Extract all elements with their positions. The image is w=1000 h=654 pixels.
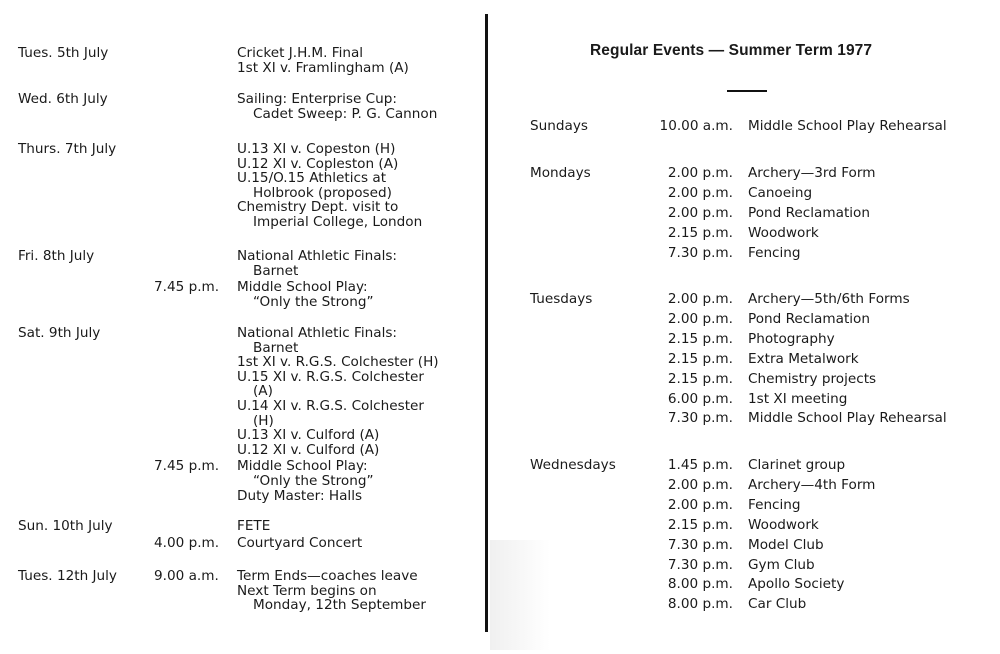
event-activity: Pond Reclamation [748, 310, 870, 327]
event-activity: Archery—3rd Form [748, 165, 876, 181]
left-page-schedule [0, 0, 485, 654]
event-activity: Clarinet group [748, 457, 846, 473]
event-activity: Archery—5th/6th Forms [748, 291, 910, 307]
event-line: National Athletic Finals: [237, 248, 398, 264]
event-activity: Archery—4th Form [748, 476, 876, 493]
event-activity: Apollo Society [748, 576, 845, 593]
event-line: Middle School Play: [237, 279, 368, 296]
event-line: Monday, 12th September [253, 597, 427, 614]
event-time: 9.00 a.m. [154, 568, 219, 584]
event-line: Barnet [253, 339, 299, 356]
event-line: “Only the Strong” [253, 473, 374, 489]
day-label: Tues. 12th July [18, 568, 117, 584]
event-activity: Fencing [748, 496, 801, 513]
event-line: Holbrook (proposed) [253, 184, 392, 201]
event-line: Middle School Play: [237, 458, 368, 475]
day-label: Thurs. 7th July [18, 141, 117, 157]
event-line: Term Ends—coaches leave [237, 568, 418, 584]
event-line: Chemistry Dept. visit to [237, 199, 399, 216]
event-time: 2.00 p.m. [667, 476, 733, 493]
event-time: 2.00 p.m. [667, 291, 733, 307]
event-time: 8.00 p.m. [667, 596, 733, 613]
event-line: Barnet [253, 262, 299, 279]
event-activity: Canoeing [748, 184, 813, 201]
event-time: 2.00 p.m. [667, 496, 733, 513]
event-line: U.13 XI v. Culford (A) [237, 427, 380, 444]
page-title: Regular Events — Summer Term 1977 [590, 42, 873, 59]
event-line: Sailing: Enterprise Cup: [237, 91, 397, 107]
event-time: 8.00 p.m. [667, 576, 733, 593]
event-activity: Fencing [748, 244, 801, 261]
event-time: 2.15 p.m. [667, 350, 733, 367]
day-label: Fri. 8th July [18, 248, 95, 264]
event-activity: Photography [748, 330, 835, 347]
event-line: Cricket J.H.M. Final [237, 45, 364, 61]
event-activity: Pond Reclamation [748, 204, 870, 221]
weekday-label: Wednesdays [530, 457, 616, 473]
event-time: 2.15 p.m. [667, 330, 733, 347]
event-time: 6.00 p.m. [667, 390, 733, 407]
day-label: Tues. 5th July [18, 45, 109, 61]
event-line: U.12 XI v. Copleston (A) [237, 155, 399, 172]
event-time: 7.30 p.m. [667, 410, 733, 427]
event-time: 2.15 p.m. [667, 224, 733, 241]
paper-smudge [490, 540, 550, 650]
event-line: U.14 XI v. R.G.S. Colchester [237, 398, 424, 414]
right-page-regular-events [490, 0, 1000, 654]
event-activity: Middle School Play Rehearsal [748, 118, 947, 134]
day-label: Sat. 9th July [18, 325, 101, 341]
event-line: U.15/O.15 Athletics at [237, 170, 387, 187]
event-time: 7.30 p.m. [667, 556, 733, 573]
title-rule [727, 90, 767, 92]
event-line: Courtyard Concert [237, 534, 363, 551]
event-activity: Woodwork [748, 224, 819, 241]
event-activity: Extra Metalwork [748, 350, 859, 367]
event-time: 7.30 p.m. [667, 244, 733, 261]
event-time: 2.00 p.m. [667, 310, 733, 327]
event-line: 1st XI v. Framlingham (A) [237, 59, 409, 76]
weekday-label: Mondays [530, 165, 591, 181]
event-line: (H) [253, 412, 274, 429]
event-activity: Model Club [748, 536, 824, 553]
event-line: Imperial College, London [253, 214, 423, 230]
day-label: Wed. 6th July [18, 91, 108, 107]
event-line: National Athletic Finals: [237, 325, 398, 341]
event-time: 7.30 p.m. [667, 536, 733, 553]
event-line: U.15 XI v. R.G.S. Colchester [237, 368, 424, 385]
event-activity: Middle School Play Rehearsal [748, 410, 947, 427]
event-line: “Only the Strong” [253, 293, 374, 310]
weekday-label: Sundays [530, 118, 588, 134]
event-time: 2.15 p.m. [667, 516, 733, 533]
event-time: 1.45 p.m. [667, 457, 733, 473]
event-line: Cadet Sweep: P. G. Cannon [253, 105, 438, 122]
event-time: 2.00 p.m. [667, 165, 733, 181]
page-divider [485, 14, 488, 632]
weekday-label: Tuesdays [530, 291, 593, 307]
event-activity: Car Club [748, 596, 807, 613]
event-time: 2.00 p.m. [667, 204, 733, 221]
event-line: FETE [237, 518, 271, 534]
event-time: 2.15 p.m. [667, 370, 733, 387]
event-line: Next Term begins on [237, 582, 377, 599]
event-time: 2.00 p.m. [667, 184, 733, 201]
event-line: 1st XI v. R.G.S. Colchester (H) [237, 354, 439, 371]
event-line: (A) [253, 383, 273, 400]
event-time: 7.45 p.m. [154, 279, 220, 296]
event-time: 4.00 p.m. [154, 534, 220, 551]
event-activity: 1st XI meeting [748, 390, 848, 407]
event-line: Duty Master: Halls [237, 487, 363, 504]
event-activity: Woodwork [748, 516, 819, 533]
event-activity: Gym Club [748, 556, 815, 573]
event-activity: Chemistry projects [748, 370, 877, 387]
event-time: 7.45 p.m. [154, 458, 220, 475]
day-label: Sun. 10th July [18, 518, 113, 534]
event-time: 10.00 a.m. [659, 118, 733, 134]
event-line: U.13 XI v. Copeston (H) [237, 141, 396, 157]
event-line: U.12 XI v. Culford (A) [237, 441, 380, 458]
